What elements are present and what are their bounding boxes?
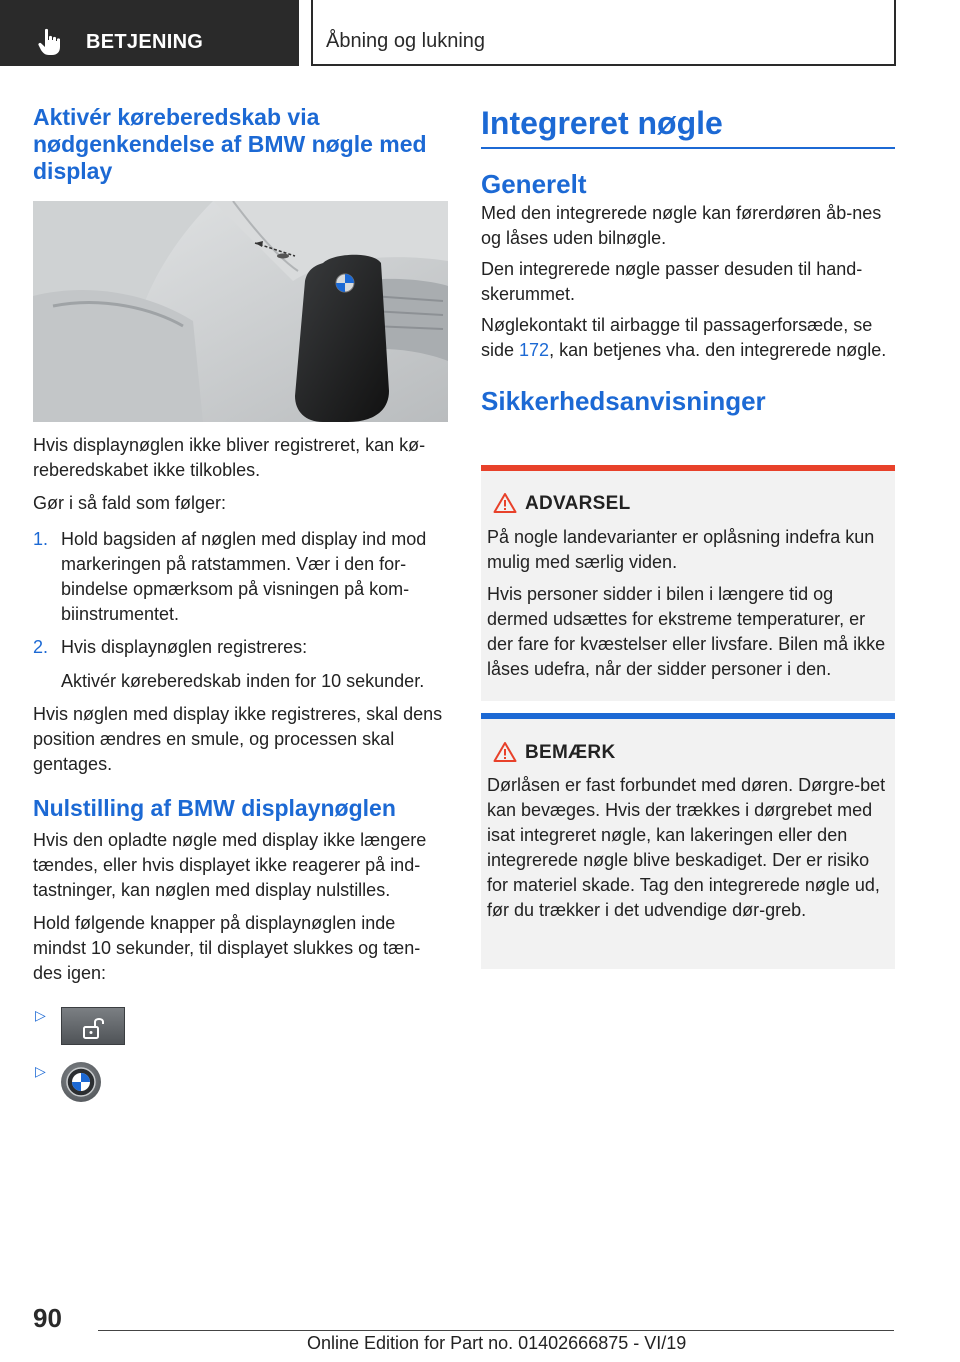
bullet-triangle: ▷: [35, 1063, 46, 1079]
car-interior-illustration: [33, 201, 448, 422]
warning-triangle-icon: [493, 492, 517, 514]
warning-paragraph: På nogle landevarianter er oplåsning indefra kun mulig med særlig viden.: [487, 527, 875, 572]
unlock-button-glyph: [61, 1007, 125, 1045]
bullet-triangle: ▷: [35, 1007, 46, 1023]
notice-paragraph: Dørlåsen er fast forbundet med døren. Dørgre-bet kan bevæges. Hvis der trækkes i dørgrebet med isat integreret nøgle, kan lakeringen eller den integrerede nøgle blive beskadiget. Der er risiko for materiel skade. Tag den integrerede nøgle ud, før du trækker i det udvendige dør-greb.: [487, 775, 886, 920]
warning-box: [481, 465, 895, 701]
page-link-172[interactable]: 172: [519, 340, 550, 360]
section-tab: [0, 0, 299, 66]
notice-box: [481, 713, 895, 969]
paragraph-hold-buttons: Hold følgende knapper på displaynøglen inde mindst 10 sekunder, til displayet slukkes og tæn-des igen:: [33, 913, 421, 983]
chapter-title: Åbning og lukning: [326, 30, 486, 52]
title-underline: [481, 147, 895, 149]
bmw-logo-icon: [61, 1062, 101, 1102]
paragraph-reset-condition: Hvis den opladte nøgle med display ikke længere tændes, eller hvis displayet ikke reagerer på ind-tastninger, kan nøglen med display nulstilles.: [33, 830, 427, 900]
page-title: Integreret nøgle: [481, 105, 723, 141]
paragraph-glovebox: Den integrerede nøgle passer desuden til hand-skerummet.: [481, 259, 863, 304]
left-column: [33, 104, 448, 185]
warning-paragraph: Hvis personer sidder i bilen i længere tid og dermed udsættes for ekstreme temperaturer, er der fare for kvæstelser eller livsfare. Bilen må ikke låses udefra, når der sidder personer i den.: [487, 584, 886, 679]
list-item: [33, 635, 448, 660]
warning-bar: [481, 465, 895, 471]
footer-divider: [98, 1330, 894, 1331]
page-header: [0, 0, 960, 66]
right-column: [481, 104, 895, 416]
paragraph-airbag-switch: Nøglekontakt til airbagge til passagerforsæde, se side 172, kan betjenes vha. den integrerede nøgle.: [481, 315, 887, 360]
warning-body: [487, 525, 891, 682]
heading-safety: Sikkerhedsanvisninger: [481, 386, 766, 416]
step-2-subtext: Aktivér køreberedskab inden for 10 sekunder.: [61, 671, 425, 691]
warning-label: ADVARSEL: [525, 493, 631, 514]
step-text: Hold bagsiden af nøglen med display ind mod markeringen på ratstammen. Vær i den for-bindelse opmærksom på visningen på kom-biinstrumentet.: [61, 529, 427, 624]
left-body: [33, 433, 448, 986]
chapter-title-box: [311, 0, 896, 66]
hand-pointer-icon: [38, 28, 64, 56]
notice-bar: [481, 713, 895, 719]
notice-body: [487, 773, 891, 923]
unlock-icon: [62, 1008, 126, 1046]
steps-list: [33, 527, 448, 694]
notice-triangle-icon: [493, 741, 517, 763]
heading-general: Generelt: [481, 169, 587, 199]
list-item: [33, 527, 448, 627]
footer-edition: Online Edition for Part no. 01402666875 - VI/19: [307, 1333, 687, 1353]
paragraph-do-as-follows: Gør i så fald som følger:: [33, 493, 227, 513]
paragraph-not-registered: Hvis displaynøglen ikke bliver registreret, kan kø-reberedskabet ikke tilkobles.: [33, 435, 426, 480]
key-steering-column-photo: [33, 201, 448, 422]
step-number: 1.: [33, 529, 49, 549]
heading-reset-display-key: Nulstilling af BMW displaynøglen: [33, 795, 396, 821]
section-label: BETJENING: [86, 31, 204, 53]
heading-emergency-detection: Aktivér køreberedskab via nødgenkendelse af BMW nøgle med display: [33, 104, 427, 184]
step-text: Hvis displaynøglen registreres:: [61, 637, 308, 657]
step-number: 2.: [33, 637, 49, 657]
notice-label: BEMÆRK: [525, 742, 616, 763]
paragraph-reposition: Hvis nøglen med display ikke registreres, skal dens position ændres en smule, og processen skal gentages.: [33, 704, 443, 774]
paragraph-integrated-key-door: Med den integrerede nøgle kan førerdøren åb-nes og låses uden bilnøgle.: [481, 203, 882, 248]
bmw-logo-button-glyph: [61, 1062, 101, 1102]
page-number: 90: [33, 1303, 62, 1333]
